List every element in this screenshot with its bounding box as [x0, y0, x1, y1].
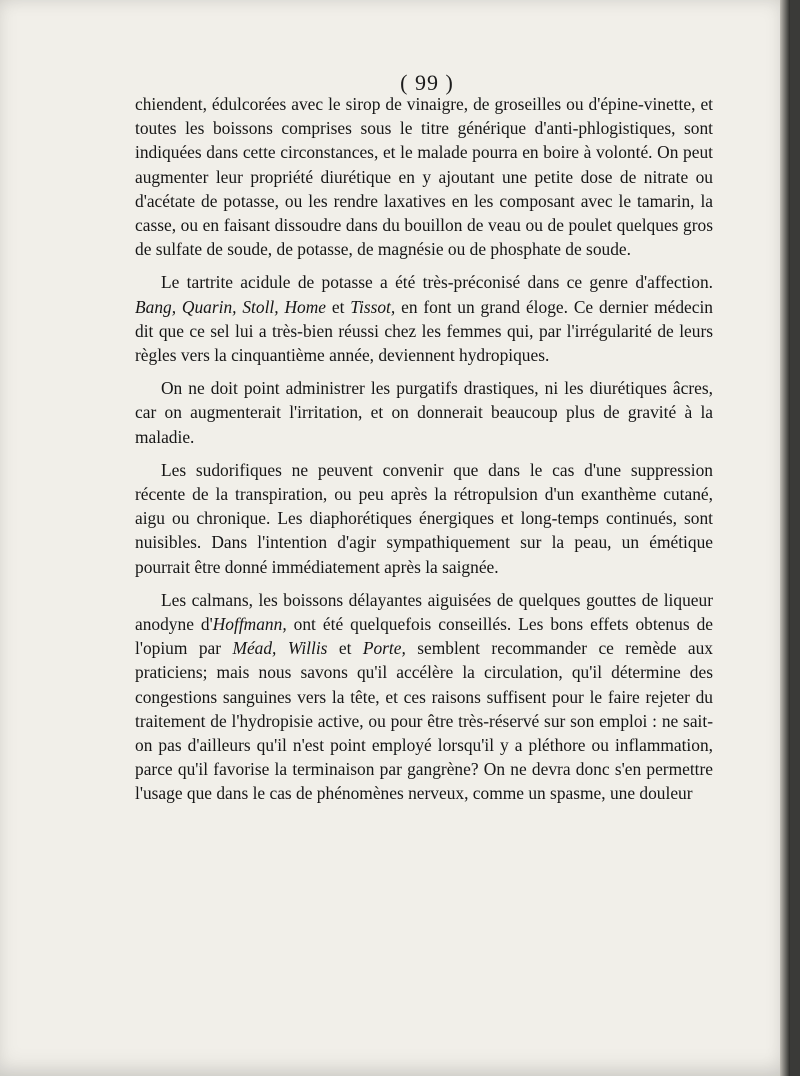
italic-name: Tissot,	[350, 296, 396, 317]
paragraph-p2	[135, 270, 713, 367]
text-run: en font un grand éloge. Ce dernier médecin dit que ce sel lui a très-bien réussi chez les femmes qui, par l'irrégularité de leurs règles vers la cinquantième année, deviennent hydropiques.	[135, 296, 714, 366]
text-run: chiendent, édulcorées avec le sirop de vinaigre, de groseilles ou d'épine-vinette, et toutes les boissons comprises sous le titre générique d'anti-phlogistiques, sont indiquées dans cette circonstances, et le malade pourra en boire à volonté. On peut augmenter leur propriété diurétique en y ajoutant une petite dose de nitrate ou d'acétate de potasse, ou les rendre laxatives en les composant avec le tamarin, la casse, ou en faisant dissoudre dans du bouillon de veau ou de poulet quelques gros de sulfate de soude, de potasse, de magnésie ou de phosphate de soude.	[135, 94, 713, 260]
body-text	[135, 92, 713, 815]
paragraph-p3	[135, 376, 713, 449]
italic-name: Méad, Willis	[232, 638, 328, 659]
text-run: et	[326, 296, 351, 317]
italic-name: Hoffmann,	[212, 614, 287, 635]
text-run: Les calmans, les boissons délayantes aiguisées de quelques gouttes de liqueur anodyne d'	[135, 589, 713, 635]
paragraph-p5	[135, 588, 713, 806]
page-edge-shadow	[780, 0, 790, 1076]
paragraph-p4	[135, 458, 713, 579]
text-run: et	[327, 638, 363, 659]
italic-name: Porte,	[362, 638, 406, 659]
text-run: semblent recommander ce remède aux praticiens; mais nous savons qu'il accélère la circulation, qu'il détermine des congestions sanguines vers la tête, et ces raisons suffisent pour le faire rejeter du traitement de l'hydropisie active, ou pour être très-réservé sur son emploi : ne sait-on pas d'ailleurs qu'il n'est point employé lorsqu'il y a pléthore ou inflammation, parce qu'il favorise la terminaison par gangrène? On ne devra donc s'en permettre l'usage que dans le cas de phénomènes nerveux, comme un spasme, une douleur	[135, 638, 713, 804]
page-number: ( 99 )	[400, 70, 454, 95]
paragraph-p1	[135, 92, 713, 261]
italic-name: Bang, Quarin, Stoll, Home	[135, 296, 326, 317]
text-run: Le tartrite acidule de potasse a été très-préconisé dans ce genre d'affection.	[161, 272, 713, 293]
text-run: ont été quelquefois conseillés. Les bons effets obtenus de l'opium par	[135, 614, 713, 659]
text-run: On ne doit point administrer les purgatifs drastiques, ni les diurétiques âcres, car on augmenterait l'irritation, et on donnerait beaucoup plus de gravité à la maladie.	[135, 378, 713, 447]
text-run: Les sudorifiques ne peuvent convenir que dans le cas d'une suppression récente de la transpiration, ou peu après la rétropulsion d'un exanthème cutané, aigu ou chronique. Les diaphorétiques énergiques et long-temps continués, sont nuisibles. Dans l'intention d'agir sympathiquement sur la peau, un émétique pourrait être donné immédiatement après la saignée.	[135, 459, 713, 577]
